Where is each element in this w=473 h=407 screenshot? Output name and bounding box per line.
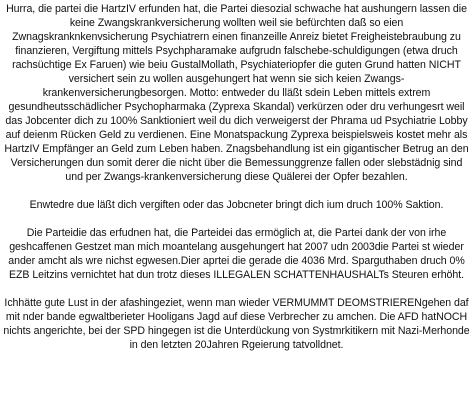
- paragraph-1: Hurra, die partei die HartzIV erfunden hat, die Partei diesozial schwache hat aushungern lassen die keine Zwangskrankversicherung wollten weil sie befürchten daß so eien Zwnagskranknkenvsicherung Psychiatrern einen finanzeille Anreiz bietet Freigheistebraubung zu finanzieren, Vergiftung mittels Psychpharamake aufgrudn falschebe-schuldigungen (etwa druch rachsüchtige Ex Faruen) wie beiu GustalMollath, Psychiateriopfer die guten Grund hatten NICHT versichert sein zu wollen ausgehungert hat wenn sie sich keien Zwangs-krankenversicherungbesorgen. Motto: entweder du lläßt sdein Leben mittels extrem gesundheutsschädlicher Psychopharmaka (Zyprexa Skandal) verkürzen oder dru verhungesrt weil das Jobcenter dich zu 100% Sanktioniert weil du dich verweigerst der Phrama ud Psychiatrie Lobby auf deienm Rücken Geld zu verdienen. Eine Monatspackung Zyprexa beispielsweis kostet mehr als HartzIV Empfänger an Geld zum Leben haben. Znagsbehandlung ist ein gigantischer Betrug an den Versicherungen dun somit derer die nicht über die Bemessunggrenze fallen oder slebstädnig sind und per Zwangs-krankenversicherung diese Quälerei der Opfer bezahlen.: [4, 3, 469, 183]
- paragraph-2: Enwtedre due läßt dich vergiften oder das Jobcneter bringt dich ium druch 100% Saktion.: [29, 199, 444, 211]
- paragraph-spacer: [3, 212, 470, 226]
- paragraph-spacer: [3, 282, 470, 296]
- paragraph-3: Die Parteidie das erfudnen hat, die Parteidei das ermöglich at, die Partei dank der von irhe geshcaffenen Gestzet man mich moantelang ausgehungert hat 2007 udn 2003die Partei st wieder ander amcht als wre nichst egwesen.Dier aprtei die gerade die 4036 Mrd. Sparguthaben druch 0% EZB Leitzins vernichtet hat dun trotz dieses ILLEGALEN SCHATTENHAUSHALTs Steuren erhöht.: [8, 227, 465, 281]
- paragraph-4: Ichhätte gute Lust in der afashingeziet, wenn man wieder VERMUMMT DEOMSTRIERENgehen daf mit nder bande egwaltberieter Hooligans Jagd auf diese Verbrecher zu amchen. Die AFD hatNOCH nichts angerichte, bei der SPD hingegen ist die Unterdückung von Systmrkitikern mit Nazi-Merhonde in den letzten 20Jahren Rgeierung tatvolldnet.: [3, 297, 470, 351]
- paragraph-spacer: [3, 184, 470, 198]
